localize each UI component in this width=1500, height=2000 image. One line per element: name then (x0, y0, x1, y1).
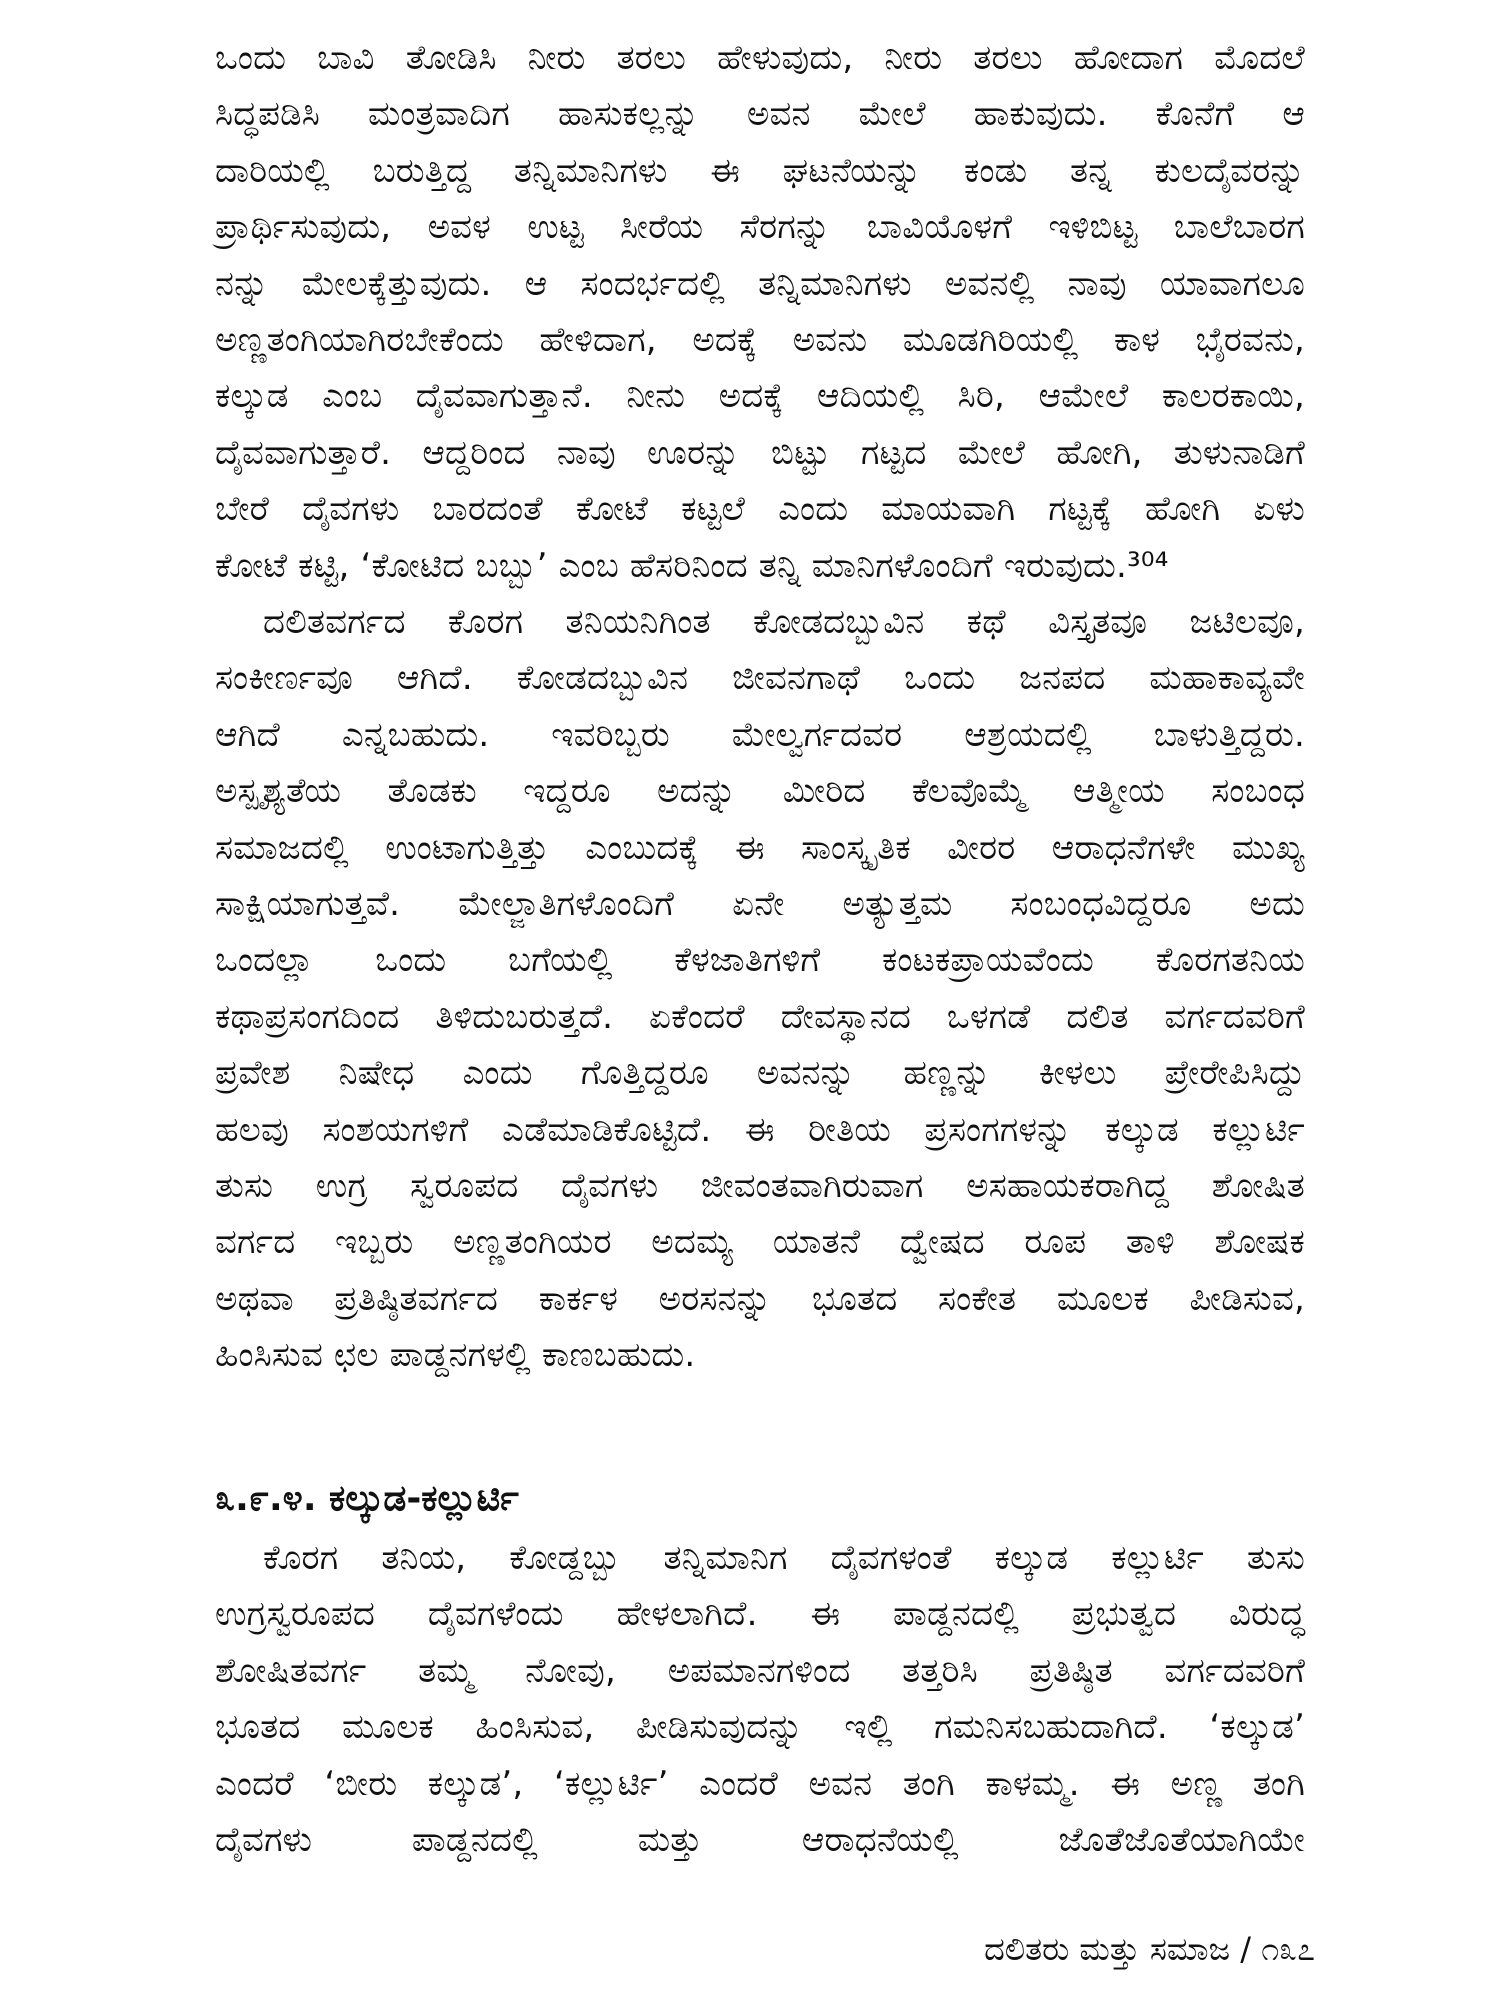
text-line: ದೈವಗಳು ಪಾಡ್ದನದಲ್ಲಿ ಮತ್ತು ಆರಾಧನೆಯಲ್ಲಿ ಜೊತೆಜೊತೆಯಾಗಿಯೇ (215, 1820, 1305, 1861)
text-line: ಪ್ರವೇಶ ನಿಷೇಧ ಎಂದು ಗೊತ್ತಿದ್ದರೂ ಅವನನ್ನು ಹಣ್ಣನ್ನು ಕೀಳಲು ಪ್ರೇರೇಪಿಸಿದ್ದು (215, 1053, 1305, 1094)
text-line: ಹಲವು ಸಂಶಯಗಳಿಗೆ ಎಡೆಮಾಡಿಕೊಟ್ಟಿದೆ. ಈ ರೀತಿಯ ಪ್ರಸಂಗಗಳನ್ನು ಕಲ್ಕುಡ ಕಲ್ಲುರ್ಟಿ (215, 1109, 1305, 1150)
text-line: ಕಲ್ಕುಡ ಎಂಬ ದೈವವಾಗುತ್ತಾನೆ. ನೀನು ಅದಕ್ಕೆ ಆದಿಯಲ್ಲಿ ಸಿರಿ, ಆಮೇಲೆ ಕಾಲರಕಾಯಿ, (215, 376, 1305, 417)
text-line: ದಲಿತವರ್ಗದ ಕೊರಗ ತನಿಯನಿಗಿಂತ ಕೋಡದಬ್ಬುವಿನ ಕಥೆ ವಿಸ್ತೃತವೂ ಜಟಿಲವೂ, (263, 602, 1305, 642)
text-line: ದೈವವಾಗುತ್ತಾರೆ. ಆದ್ದರಿಂದ ನಾವು ಊರನ್ನು ಬಿಟ್ಟು ಗಟ್ಟದ ಮೇಲೆ ಹೋಗಿ, ತುಳುನಾಡಿಗೆ (215, 432, 1305, 473)
text-line: ನನ್ನು ಮೇಲಕ್ಕೆತ್ತುವುದು. ಆ ಸಂದರ್ಭದಲ್ಲಿ ತನ್ನಿಮಾನಿಗಳು ಅವನಲ್ಲಿ ನಾವು ಯಾವಾಗಲೂ (215, 263, 1305, 304)
text-line: ಕೊರಗ ತನಿಯ, ಕೋಡ್ದಬ್ಬು ತನ್ನಿಮಾನಿಗ ದೈವಗಳಂತೆ ಕಲ್ಕುಡ ಕಲ್ಲುರ್ಟಿ ತುಸು (263, 1538, 1305, 1578)
paragraph-kalkuda (215, 1530, 1305, 1868)
text-line: ಎಂದರೆ ‘ಬೀರು ಕಲ್ಕುಡ’, ‘ಕಲ್ಲುರ್ಟಿ’ ಎಂದರೆ ಅವನ ತಂಗಿ ಕಾಳಮ್ಮ. ಈ ಅಣ್ಣ ತಂಗಿ (215, 1763, 1305, 1804)
text-line: ಅಥವಾ ಪ್ರತಿಷ್ಠಿತವರ್ಗದ ಕಾರ್ಕಳ ಅರಸನನ್ನು ಭೂತದ ಸಂಕೇತ ಮೂಲಕ ಪೀಡಿಸುವ, (215, 1278, 1305, 1319)
text-line: ಒಂದು ಬಾವಿ ತೋಡಿಸಿ ನೀರು ತರಲು ಹೇಳುವುದು, ನೀರು ತರಲು ಹೋದಾಗ ಮೊದಲೆ (215, 38, 1305, 78)
section-heading: ೩.೯.೪. ಕಲ್ಕುಡ-ಕಲ್ಲುರ್ಟಿ (215, 1478, 519, 1519)
text-line: ವರ್ಗದ ಇಬ್ಬರು ಅಣ್ಣತಂಗಿಯರ ಅದಮ್ಯ ಯಾತನೆ ದ್ವೇಷದ ರೂಪ ತಾಳಿ ಶೋಷಕ (215, 1222, 1305, 1263)
text-line: ಅಸ್ಪೃಶ್ಯತೆಯ ತೊಡಕು ಇದ್ದರೂ ಅದನ್ನು ಮೀರಿದ ಕೆಲವೊಮ್ಮೆ ಆತ್ಮೀಯ ಸಂಬಂಧ (215, 771, 1305, 812)
text-line: ಒಂದಲ್ಲಾ ಒಂದು ಬಗೆಯಲ್ಲಿ ಕೆಳಜಾತಿಗಳಿಗೆ ಕಂಟಕಪ್ರಾಯವೆಂದು ಕೊರಗತನಿಯ (215, 940, 1305, 981)
text-line: ಹಿಂಸಿಸುವ ಛಲ ಪಾಡ್ದನಗಳಲ್ಲಿ ಕಾಣಬಹುದು. (215, 1335, 696, 1376)
text-line: ಸಾಕ್ಷಿಯಾಗುತ್ತವೆ. ಮೇಲ್ಜಾತಿಗಳೊಂದಿಗೆ ಏನೇ ಅತ್ಯುತ್ತಮ ಸಂಬಂಧವಿದ್ದರೂ ಅದು (215, 884, 1305, 925)
text-line: ಶೋಷಿತವರ್ಗ ತಮ್ಮ ನೋವು, ಅಪಮಾನಗಳಿಂದ ತತ್ತರಿಸಿ ಪ್ರತಿಷ್ಠಿತ ವರ್ಗದವರಿಗೆ (215, 1650, 1305, 1691)
text-line: ಆಗಿದೆ ಎನ್ನಬಹುದು. ಇವರಿಬ್ಬರು ಮೇಲ್ವರ್ಗದವರ ಆಶ್ರಯದಲ್ಲಿ ಬಾಳುತ್ತಿದ್ದರು. (215, 714, 1305, 755)
text-line: ಸಿದ್ಧಪಡಿಸಿ ಮಂತ್ರವಾದಿಗ ಹಾಸುಕಲ್ಲನ್ನು ಅವನ ಮೇಲೆ ಹಾಕುವುದು. ಕೊನೆಗೆ ಆ (215, 94, 1305, 135)
text-line: ದಾರಿಯಲ್ಲಿ ಬರುತ್ತಿದ್ದ ತನ್ನಿಮಾನಿಗಳು ಈ ಘಟನೆಯನ್ನು ಕಂಡು ತನ್ನ ಕುಲದೈವರನ್ನು (215, 150, 1305, 191)
text-line: ಬೇರೆ ದೈವಗಳು ಬಾರದಂತೆ ಕೋಟೆ ಕಟ್ಟಲೆ ಎಂದು ಮಾಯವಾಗಿ ಗಟ್ಟಕ್ಕೆ ಹೋಗಿ ಏಳು (215, 489, 1305, 530)
text-line: ಅಣ್ಣತಂಗಿಯಾಗಿರಬೇಕೆಂದು ಹೇಳಿದಾಗ, ಅದಕ್ಕೆ ಅವನು ಮೂಡಗಿರಿಯಲ್ಲಿ ಕಾಳ ಭೈರವನು, (215, 320, 1305, 361)
paragraph-dalit-class (215, 594, 1305, 1384)
text-line: ತುಸು ಉಗ್ರ ಸ್ವರೂಪದ ದೈವಗಳು ಜೀವಂತವಾಗಿರುವಾಗ ಅಸಹಾಯಕರಾಗಿದ್ದ ಶೋಷಿತ (215, 1166, 1305, 1207)
page-footer: ದಲಿತರು ಮತ್ತು ಸಮಾಜ / ೧೩೭ (984, 1930, 1315, 1968)
text-line: ಉಗ್ರಸ್ವರೂಪದ ದೈವಗಳೆಂದು ಹೇಳಲಾಗಿದೆ. ಈ ಪಾಡ್ದನದಲ್ಲಿ ಪ್ರಭುತ್ವದ ವಿರುದ್ಧ (215, 1594, 1305, 1635)
text-line: ಸಂಕೀರ್ಣವೂ ಆಗಿದೆ. ಕೋಡದಬ್ಬುವಿನ ಜೀವನಗಾಥೆ ಒಂದು ಜನಪದ ಮಹಾಕಾವ್ಯವೇ (215, 658, 1305, 699)
text-line: ಭೂತದ ಮೂಲಕ ಹಿಂಸಿಸುವ, ಪೀಡಿಸುವುದನ್ನು ಇಲ್ಲಿ ಗಮನಿಸಬಹುದಾಗಿದೆ. ‘ಕಲ್ಕುಡ’ (215, 1707, 1305, 1748)
text-line: ಪ್ರಾರ್ಥಿಸುವುದು, ಅವಳ ಉಟ್ಟ ಸೀರೆಯ ಸೆರಗನ್ನು ಬಾವಿಯೊಳಗೆ ಇಳಿಬಿಟ್ಟ ಬಾಲೆಬಾರಗ (215, 207, 1305, 248)
text-line: ಸಮಾಜದಲ್ಲಿ ಉಂಟಾಗುತ್ತಿತ್ತು ಎಂಬುದಕ್ಕೆ ಈ ಸಾಂಸ್ಕೃತಿಕ ವೀರರ ಆರಾಧನೆಗಳೇ ಮುಖ್ಯ (215, 827, 1305, 868)
text-line: ಕೋಟೆ ಕಟ್ಟಿ, ‘ಕೋಟಿದ ಬಬ್ಬು’ ಎಂಬ ಹೆಸರಿನಿಂದ ತನ್ನಿ ಮಾನಿಗಳೊಂದಿಗೆ ಇರುವುದು.³⁰⁴ (215, 545, 1169, 586)
paragraph-continuation (215, 30, 1305, 594)
text-line: ಕಥಾಪ್ರಸಂಗದಿಂದ ತಿಳಿದುಬರುತ್ತದೆ. ಏಕೆಂದರೆ ದೇವಸ್ಥಾನದ ಒಳಗಡೆ ದಲಿತ ವರ್ಗದವರಿಗೆ (215, 996, 1305, 1037)
